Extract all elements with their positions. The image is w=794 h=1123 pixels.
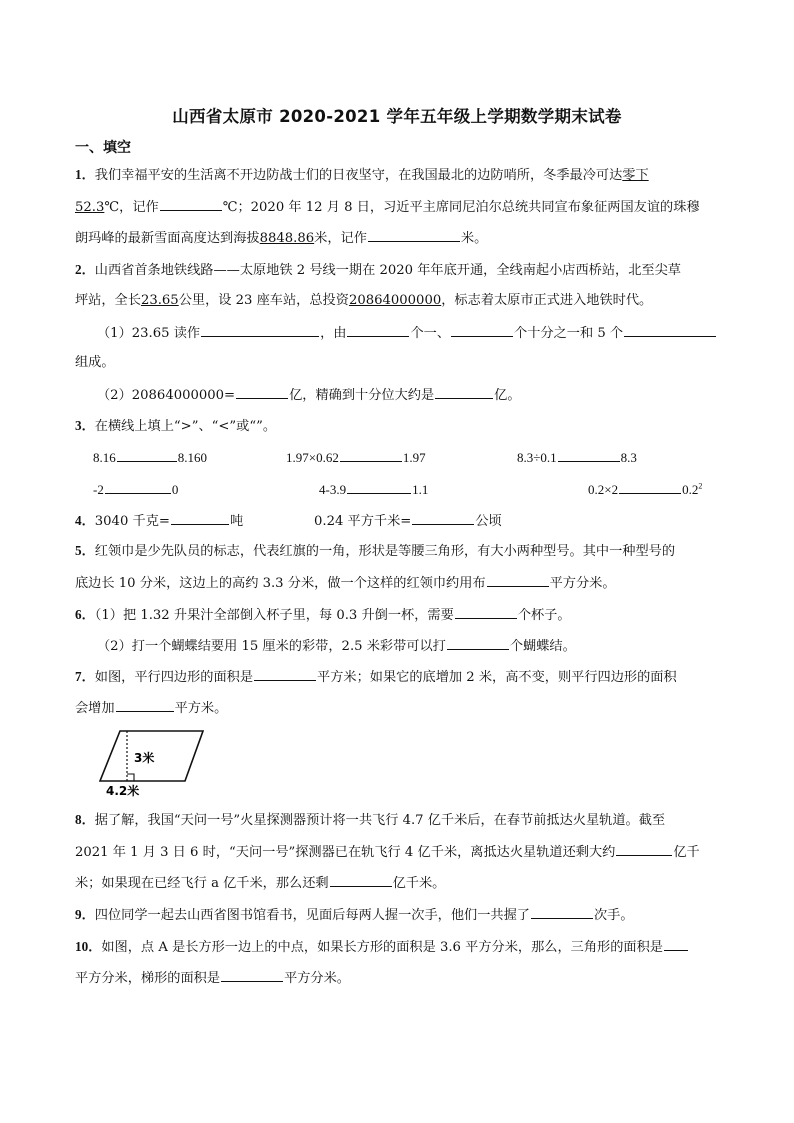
compare-item: [517, 448, 637, 466]
q1-line3: [75, 228, 487, 248]
compare-right: 1.1: [412, 482, 429, 497]
q2-length: 23.65: [140, 293, 179, 308]
q3-text: 在横线上填上“>”、“<”或“”。: [94, 419, 277, 434]
q8-text: 米；如果现在已经飞行 a 亿千米，那么还剩: [75, 876, 329, 891]
q2-text: 亿，精确到十分位大约是: [289, 388, 435, 403]
answer-blank[interactable]: [412, 511, 474, 525]
compare-left: 0.2×2: [588, 482, 619, 497]
q9-text: 次手。: [593, 908, 634, 923]
q1-underlined-text: 零下: [622, 168, 649, 183]
q9-number: 9．: [75, 907, 95, 922]
compare-left: 1.97×0.62: [286, 450, 339, 465]
compare-left: 8.16: [93, 450, 116, 465]
q4-text: 0.24 平方千米=: [314, 514, 412, 529]
q5-line2: [75, 573, 616, 593]
compare-left: 8.3÷0.1: [517, 450, 557, 465]
answer-blank[interactable]: [447, 636, 509, 650]
q7-line1: [75, 667, 677, 687]
q2-line1: [75, 261, 681, 280]
answer-blank[interactable]: [160, 197, 222, 211]
q2-sub1-cont: [75, 354, 115, 372]
q5-number: 5．: [75, 543, 95, 558]
compare-item: [319, 480, 428, 498]
q10-line1: [75, 937, 689, 957]
q7-text: 平方米。: [174, 701, 228, 716]
answer-blank[interactable]: [171, 511, 229, 525]
compare-right: 1.97: [402, 450, 426, 465]
q2-text: ，标志着太原市正式进入地铁时代。: [441, 293, 653, 308]
compare-left: 4-3.9: [319, 482, 347, 497]
q4-line-part2: [314, 511, 502, 531]
q1-text: 米，记作: [314, 231, 367, 246]
q6-sub1: [75, 605, 571, 625]
answer-blank[interactable]: [368, 228, 460, 242]
answer-blank[interactable]: [330, 873, 392, 887]
q1-line2: [75, 197, 700, 217]
compare-right: 0.2: [682, 482, 699, 497]
q8-text: 据了解，我国“天问一号”火星探测器预计将一共飞行 4.7 亿千米后，在春节前抵达火星轨道。截至: [94, 813, 666, 828]
answer-blank[interactable]: [105, 480, 171, 494]
q5-text: 红领巾是少先队员的标志，代表红旗的一角，形状是等腰三角形，有大小两种型号。其中一种型号的: [94, 544, 676, 559]
section-heading: 一、填空: [75, 140, 131, 156]
q6-text: （2）打一个蝴蝶结要用 15 厘米的彩带，2.5 米彩带可以打: [97, 639, 446, 654]
answer-blank[interactable]: [624, 323, 716, 337]
q2-sub1: [97, 323, 717, 343]
q4-text: 吨: [229, 514, 244, 529]
q7-line2: [75, 698, 227, 718]
base-label: 4.2米: [106, 784, 140, 797]
compare-item: [286, 448, 426, 466]
compare-right: 8.160: [177, 450, 207, 465]
q8-text: 亿千米。: [392, 876, 446, 891]
answer-blank[interactable]: [254, 667, 316, 681]
q3-number: 3．: [75, 418, 95, 433]
q7-text: 如图，平行四边形的面积是: [94, 670, 254, 685]
q2-text: 个十分之一和 5 个: [514, 326, 624, 341]
compare-item: [93, 480, 178, 498]
q3-line1: [75, 417, 276, 436]
q10-text: 平方分米。: [284, 971, 350, 986]
compare-item: [588, 480, 702, 498]
q9-line: [75, 905, 634, 925]
q8-line2: [75, 842, 700, 862]
q7-number: 7．: [75, 669, 95, 684]
q1-text: ℃；2020 年 12 月 8 日，习近平主席同尼泊尔总统共同宣布象征两国友谊的珠穆: [222, 200, 700, 215]
q9-text: 四位同学一起去山西省图书馆看书，见面后每两人握一次手，他们一共握了: [94, 908, 530, 923]
q8-line3: [75, 873, 445, 893]
q8-line1: [75, 811, 665, 830]
answer-blank[interactable]: [347, 480, 411, 494]
q8-text: 亿千: [673, 845, 700, 860]
q10-line2: [75, 968, 350, 988]
q2-investment: 20864000000: [348, 293, 442, 308]
q2-line2: [75, 292, 652, 310]
answer-blank[interactable]: [455, 605, 517, 619]
q8-text: 2021 年 1 月 3 日 6 时，“天问一号”探测器已在轨飞行 4 亿千米，离抵达火星轨道还剩大约: [75, 845, 616, 860]
q2-text: 个一、: [410, 326, 451, 341]
answer-blank[interactable]: [487, 573, 549, 587]
compare-right: 0: [171, 482, 179, 497]
answer-blank[interactable]: [664, 937, 688, 951]
q4-line: [75, 511, 243, 531]
compare-left: -2: [93, 482, 104, 497]
q2-text: ，由: [320, 326, 347, 341]
q1-elevation: 8848.86: [259, 231, 315, 246]
q6-text: （1）把 1.32 升果汁全部倒入杯子里，每 0.3 升倒一杯，需要: [94, 608, 454, 623]
answer-blank[interactable]: [116, 698, 174, 712]
answer-blank[interactable]: [221, 968, 283, 982]
q2-text: （1）23.65 读作: [97, 326, 201, 341]
q2-number: 2．: [75, 262, 95, 277]
q8-number: 8．: [75, 812, 95, 827]
q1-text: 朗玛峰的最新雪面高度达到海拔: [75, 231, 260, 246]
q2-text: 公里，设 23 座车站，总投资: [178, 293, 349, 308]
answer-blank[interactable]: [117, 448, 177, 462]
compare-item: [93, 448, 207, 466]
q10-text: 平方分米，梯形的面积是: [75, 971, 221, 986]
height-label: 3米: [134, 751, 155, 765]
q2-text: 亿。: [494, 388, 521, 403]
q7-text: 平方米；如果它的底增加 2 米，高不变，则平行四边形的面积: [317, 670, 677, 685]
q1-text: 我们幸福平安的生活离不开边防战士们的日夜坚守，在我国最北的边防哨所，冬季最冷可达: [94, 168, 623, 183]
q6-text: 个蝴蝶结。: [509, 639, 576, 654]
answer-blank[interactable]: [201, 323, 319, 337]
compare-right: 8.3: [620, 450, 637, 465]
q4-text: 3040 千克=: [94, 514, 170, 529]
q1-text: 米。: [460, 231, 488, 246]
q2-text: （2）20864000000=: [97, 388, 236, 403]
q2-text: 山西省首条地铁线路——太原地铁 2 号线一期在 2020 年年底开通，全线南起小店西桥站，北至尖草: [94, 263, 681, 278]
q1-temperature: 52.3: [75, 200, 105, 215]
exponent: 2: [698, 481, 703, 491]
answer-blank[interactable]: [435, 385, 493, 399]
q4-number: 4．: [75, 513, 95, 528]
q5-text: 平方分米。: [549, 576, 616, 591]
answer-blank[interactable]: [236, 385, 288, 399]
q6-sub2: [97, 636, 576, 656]
q1-number: 1．: [75, 167, 95, 182]
page-title: 山西省太原市 2020-2021 学年五年级上学期数学期末试卷: [172, 107, 622, 126]
q10-number: 10．: [75, 939, 102, 954]
q1-line1: [75, 166, 649, 185]
q7-text: 会增加: [75, 701, 115, 716]
q4-text: 公顷: [475, 514, 502, 529]
parallelogram-figure: [92, 727, 214, 797]
q5-line1: [75, 542, 675, 561]
q2-text: 坪站，全长: [75, 293, 141, 308]
q10-text: 如图，点 A 是长方形一边上的中点，如果长方形的面积是 3.6 平方分米，那么，三角形的面积是: [101, 940, 663, 955]
answer-blank[interactable]: [340, 448, 402, 462]
q2-sub2: [97, 385, 521, 405]
q6-text: 个杯子。: [517, 608, 571, 623]
q5-text: 底边长 10 分米，这边上的高约 3.3 分米，做一个这样的红领巾约用布: [75, 576, 486, 591]
q2-text: 组成。: [75, 355, 115, 370]
answer-blank[interactable]: [619, 480, 681, 494]
q1-text: ℃，记作: [104, 200, 159, 215]
answer-blank[interactable]: [347, 323, 409, 337]
q6-number: 6．: [75, 607, 95, 622]
answer-blank[interactable]: [451, 323, 513, 337]
answer-blank[interactable]: [558, 448, 620, 462]
answer-blank[interactable]: [616, 842, 672, 856]
answer-blank[interactable]: [531, 905, 593, 919]
